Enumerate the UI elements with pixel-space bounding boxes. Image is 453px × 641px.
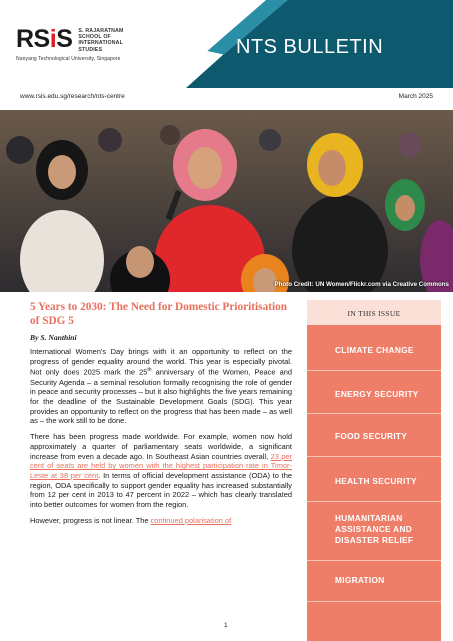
cover-photo-illustration bbox=[0, 110, 453, 292]
rsis-logo[interactable] bbox=[16, 26, 138, 53]
issue-date: March 2025 bbox=[398, 93, 433, 100]
article-byline: By S. Nanthini bbox=[30, 333, 77, 342]
paragraph-text: There has been progress made worldwide. For example, women now hold approximately a quarter of parliamentary seats worldwide, a significant increase from even a decade ago. In Southeast Asian countries overall, bbox=[30, 432, 292, 461]
sidebar-item-health-security[interactable]: HEALTH SECURITY bbox=[335, 476, 417, 486]
polarisation-link[interactable]: continued polarisation of bbox=[150, 515, 232, 525]
website-link[interactable]: www.rsis.edu.sg/research/nts-centre bbox=[20, 93, 125, 100]
sidebar-divider bbox=[307, 370, 441, 371]
parliament-seats-link[interactable]: 23 per cent of seats are held by women with the highest participation rate in Timor-Leste at 38 per cent bbox=[30, 451, 293, 480]
photo-credit: Photo Credit: UN Women/Flickr.com via Creative Commons bbox=[274, 281, 449, 288]
sidebar-item-hadr[interactable]: HUMANITARIAN ASSISTANCE AND DISASTER RELIEF bbox=[335, 513, 414, 545]
paragraph-text: . In terms of official development assistance (ODA) to the region, ODA specifically to support gender equality has increased substantially from 12 per cent in 2013 to 47 percent in 2022 – which has clearly translated into better outcomes for women from the region. bbox=[30, 470, 292, 510]
sidebar-item-climate-change[interactable]: CLIMATE CHANGE bbox=[335, 345, 414, 355]
article bbox=[30, 300, 292, 531]
logo-school-name: S. RAJARATNAM SCHOOL OF INTERNATIONAL STUDIES bbox=[78, 28, 124, 53]
in-this-issue-sidebar bbox=[307, 300, 441, 641]
sidebar-heading: IN THIS ISSUE bbox=[307, 300, 441, 325]
sidebar-divider bbox=[307, 601, 441, 602]
page-number: 1 bbox=[224, 622, 228, 629]
subheader bbox=[0, 93, 453, 107]
sidebar-item-food-security[interactable]: FOOD SECURITY bbox=[335, 431, 408, 441]
logo-mark: RSiS bbox=[16, 25, 73, 53]
sidebar-divider bbox=[307, 501, 441, 502]
sidebar-divider bbox=[307, 413, 441, 414]
paragraph-text: anniversary of the Women, Peace and Security Agenda – a seminal resolution formally recognising the role of gender in peace and security processes – but it also highlights the five years remaining for the deadline of the Sustainable Development Goals (SDG). This year provides an opportunity to reflect on the progress that has been made – as well as – the work still to be done. bbox=[30, 367, 292, 426]
paragraph-text: International Women's Day brings with it an opportunity to reflect on the progress of gender equality around the world. This year is especially pivotal. Not only does 2025 mark the 25 bbox=[30, 347, 292, 377]
logo-university: Nanyang Technological University, Singapore bbox=[16, 56, 121, 62]
article-paragraph-3 bbox=[30, 516, 292, 526]
sidebar-item-migration[interactable]: MIGRATION bbox=[335, 575, 385, 585]
sidebar-item-energy-security[interactable]: ENERGY SECURITY bbox=[335, 389, 419, 399]
logo-i-letter: i bbox=[49, 25, 57, 53]
bulletin-title: NTS BULLETIN bbox=[236, 36, 384, 58]
paragraph-text: However, progress is not linear. The bbox=[30, 515, 151, 525]
superscript: th bbox=[147, 367, 152, 374]
cover-photo bbox=[0, 110, 453, 292]
sidebar-divider bbox=[307, 456, 441, 457]
article-paragraph-2 bbox=[30, 432, 292, 510]
article-title: 5 Years to 2030: The Need for Domestic Prioritisation of SDG 5 bbox=[30, 301, 288, 327]
sidebar-divider bbox=[307, 560, 441, 561]
article-paragraph-1 bbox=[30, 347, 292, 426]
